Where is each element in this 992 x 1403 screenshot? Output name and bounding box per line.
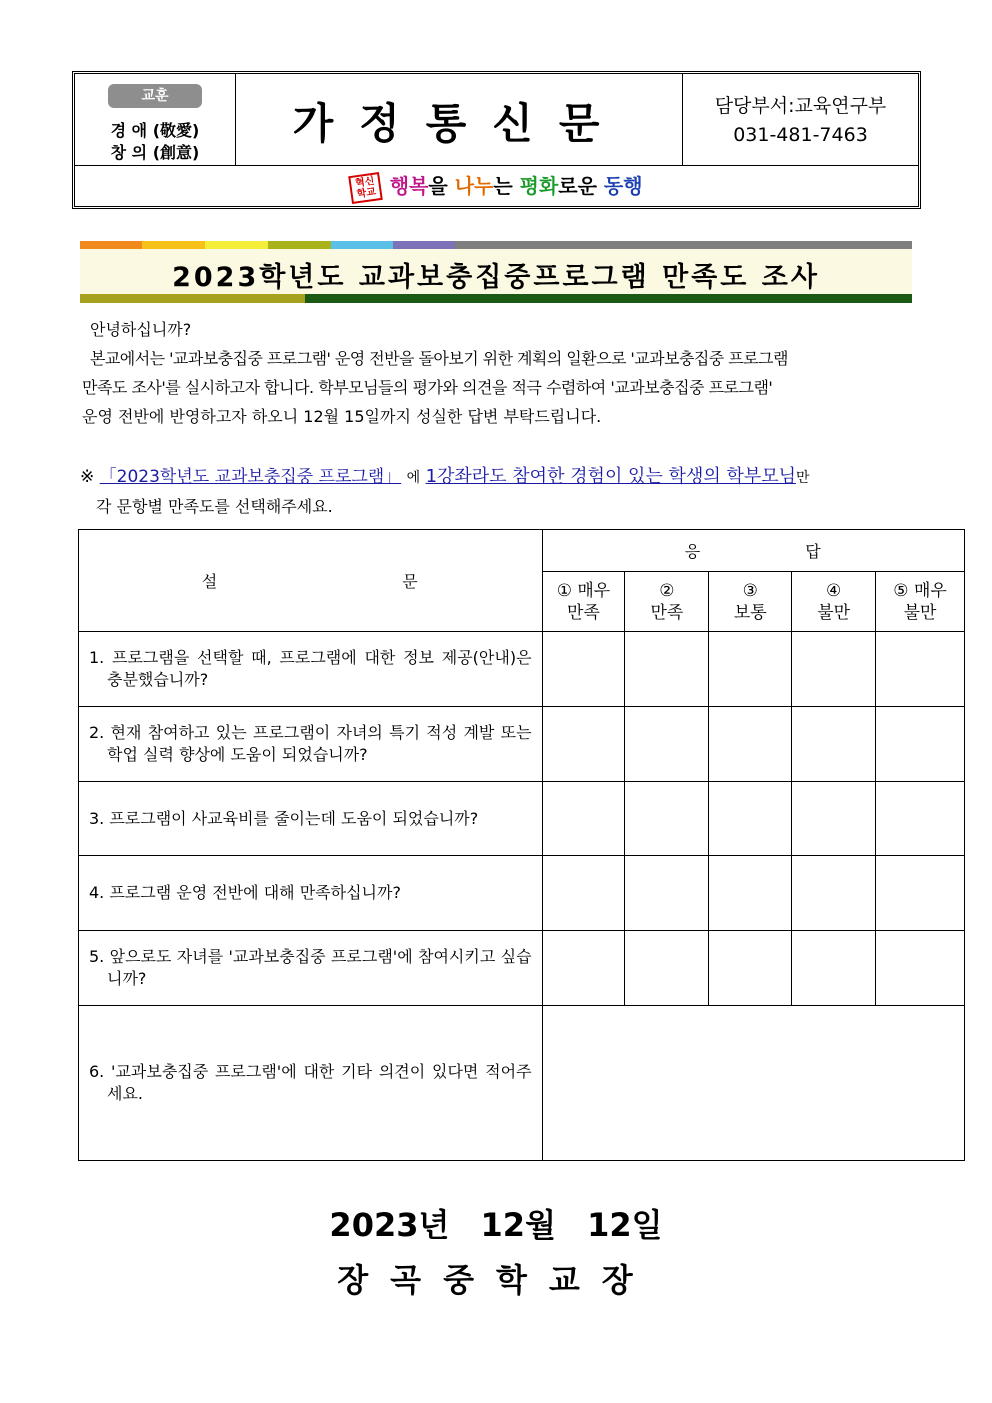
answer-cell-1[interactable] — [542, 707, 625, 782]
opinion-answer-cell[interactable] — [542, 1006, 964, 1161]
answer-cell-2[interactable] — [625, 707, 709, 782]
answer-cell-1[interactable] — [542, 931, 625, 1006]
questions-body — [79, 632, 965, 1161]
option-label: 보통 — [733, 602, 767, 623]
option-number: ① 매우 — [556, 580, 611, 601]
answer-cell-5[interactable] — [876, 856, 965, 931]
option-number: ④ — [826, 580, 842, 601]
answer-cell-3[interactable] — [709, 782, 792, 856]
answer-cell-1[interactable] — [542, 632, 625, 707]
notice-line-2: 각 문항별 만족도를 선택해주세요. — [96, 497, 333, 516]
notice-mark: ※ — [80, 467, 95, 487]
answer-cell-5[interactable] — [876, 632, 965, 707]
color-bar-segment — [455, 241, 912, 249]
question-cell — [79, 931, 543, 1006]
dept-phone: 031-481-7463 — [733, 124, 868, 146]
slogan-word: 을 — [428, 174, 455, 198]
question-text: 4. 프로그램 운영 전반에 대해 만족하십니까? — [89, 883, 401, 902]
banner-bottom-bar — [80, 294, 912, 303]
answer-cell-5[interactable] — [876, 707, 965, 782]
answer-cell-1[interactable] — [542, 856, 625, 931]
option-header-5 — [876, 572, 965, 632]
intro-line-4: 운영 전반에 반영하고자 하오니 12월 15일까지 성실한 답변 부탁드립니다. — [82, 407, 602, 426]
question-row — [79, 782, 965, 856]
option-header-2 — [625, 572, 709, 632]
notice-target: 1강좌라도 참여한 경험이 있는 학생의 학부모님 — [425, 466, 796, 487]
question-text: 1. 프로그램을 선택할 때, 프로그램에 대한 정보 제공(안내)은 충분했습니까? — [89, 648, 532, 689]
notice-program: 「2023학년도 교과보충집중 프로그램」 — [99, 467, 402, 487]
question-cell — [79, 707, 543, 782]
motto-badge: 교훈 — [108, 84, 202, 108]
page-title: 가정통신문 — [292, 99, 626, 148]
option-header-4 — [792, 572, 876, 632]
option-number: ③ — [742, 580, 758, 601]
col-question-header: 설 문 — [79, 530, 543, 632]
slogan-word: 는 — [493, 174, 520, 198]
answer-cell-4[interactable] — [792, 632, 876, 707]
banner — [80, 249, 912, 294]
header-box — [72, 71, 921, 209]
answer-cell-2[interactable] — [625, 782, 709, 856]
question-cell — [79, 632, 543, 707]
slogan-word: 나누 — [454, 174, 494, 198]
answer-cell-4[interactable] — [792, 707, 876, 782]
option-header-3 — [709, 572, 792, 632]
option-label: 불만 — [903, 602, 937, 623]
intro-line-3: 만족도 조사'를 실시하고자 합니다. 학부모님들의 평가와 의견을 적극 수렴하여 '교과보충집중 프로그램' — [82, 378, 773, 397]
slogan-word: 평화 — [519, 174, 559, 198]
slogan-word: 행복 — [389, 174, 429, 198]
title-cell — [236, 74, 683, 165]
col-response-header: 응 답 — [542, 530, 964, 572]
option-label: 만족 — [567, 602, 600, 623]
option-label: 불만 — [817, 602, 851, 623]
color-bar-segment — [393, 241, 455, 249]
slogan-word: 로운 — [558, 174, 604, 198]
motto-line-1: 경 애 (敬愛) — [110, 121, 200, 140]
answer-cell-1[interactable] — [542, 782, 625, 856]
option-label: 만족 — [650, 602, 684, 623]
answer-cell-3[interactable] — [709, 856, 792, 931]
question-text: 3. 프로그램이 사교육비를 줄이는데 도움이 되었습니까? — [89, 808, 479, 828]
question-cell — [79, 856, 543, 931]
question-row — [79, 931, 965, 1006]
survey-table — [78, 529, 965, 1161]
option-header-1 — [542, 572, 625, 632]
answer-cell-5[interactable] — [876, 782, 965, 856]
notice — [80, 462, 810, 493]
dept-cell — [683, 74, 918, 165]
color-bar-segment — [80, 241, 142, 249]
school-principal: 장곡중학교장 — [337, 1261, 655, 1299]
option-number: ② — [659, 580, 675, 601]
answer-cell-4[interactable] — [792, 782, 876, 856]
option-number: ⑤ 매우 — [893, 580, 947, 601]
question-text: 2. 현재 참여하고 있는 프로그램이 자녀의 특기 적성 계발 또는 학업 실력 향상에 도움이 되었습니까? — [89, 723, 532, 764]
answer-cell-4[interactable] — [792, 931, 876, 1006]
question-cell — [79, 782, 543, 856]
issue-date: 2023년 12월 12일 — [329, 1206, 663, 1244]
color-bar-segment — [205, 241, 268, 249]
answer-cell-3[interactable] — [709, 931, 792, 1006]
intro-greeting: 안녕하십니까? — [90, 320, 192, 339]
motto-line-2: 창 의 (創意) — [110, 143, 200, 162]
answer-cell-4[interactable] — [792, 856, 876, 931]
banner-title: 2023학년도 교과보충집중프로그램 만족도 조사 — [172, 262, 820, 293]
slogan-word: 동행 — [603, 174, 643, 198]
answer-cell-3[interactable] — [709, 632, 792, 707]
intro-line-2: 본교에서는 '교과보충집중 프로그램' 운영 전반을 돌아보기 위한 계획의 일환으로 '교과보충집중 프로그램 — [90, 349, 788, 368]
bottom-bar-segment — [305, 294, 912, 303]
question-row — [79, 707, 965, 782]
question-row — [79, 1006, 965, 1161]
color-bar-segment — [142, 241, 205, 249]
answer-cell-5[interactable] — [876, 931, 965, 1006]
question-cell — [79, 1006, 543, 1161]
answer-cell-3[interactable] — [709, 707, 792, 782]
innovation-school-stamp-icon: 혁신 학교 — [349, 171, 384, 203]
bottom-bar-segment — [80, 294, 305, 303]
question-text: 5. 앞으로도 자녀를 '교과보충집중 프로그램'에 참여시키고 싶습니까? — [89, 947, 532, 988]
question-text: 6. '교과보충집중 프로그램'에 대한 기타 의견이 있다면 적어주세요. — [89, 1062, 532, 1103]
color-bar-segment — [268, 241, 331, 249]
header-top-row — [75, 74, 918, 166]
color-bar-segment — [331, 241, 393, 249]
slogan — [75, 166, 918, 206]
banner-color-bar — [80, 241, 912, 249]
answer-cell-2[interactable] — [625, 632, 709, 707]
answer-cell-2[interactable] — [625, 856, 709, 931]
question-row — [79, 632, 965, 707]
motto-cell — [75, 74, 236, 165]
dept-name: 담당부서:교육연구부 — [714, 95, 887, 117]
notice-only: 만 — [796, 470, 810, 486]
question-row — [79, 856, 965, 931]
notice-particle: 에 — [406, 470, 421, 486]
answer-cell-2[interactable] — [625, 931, 709, 1006]
